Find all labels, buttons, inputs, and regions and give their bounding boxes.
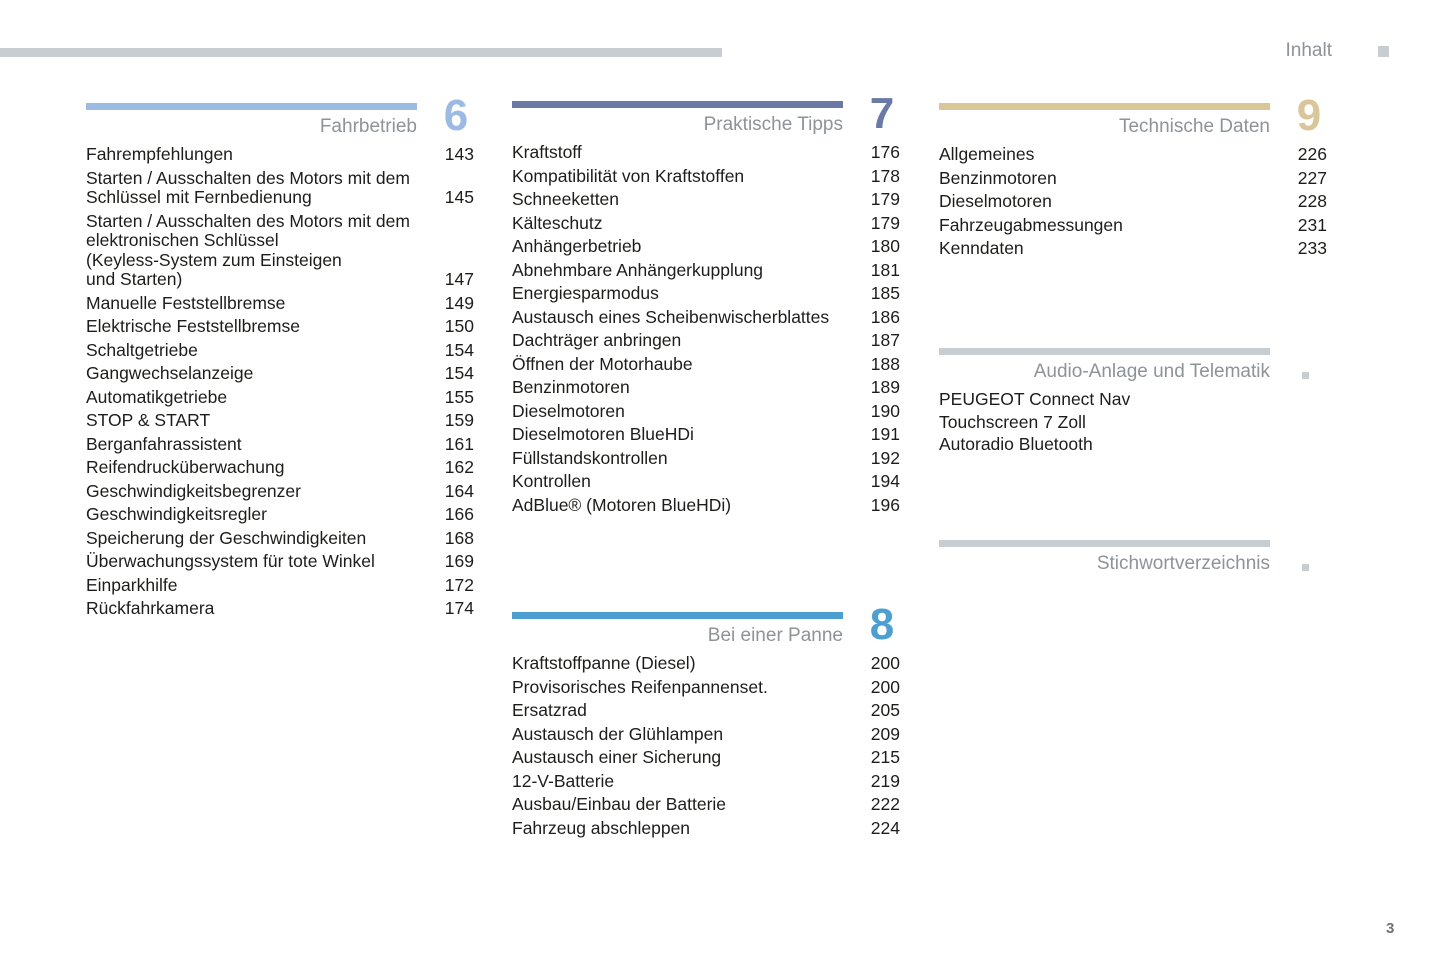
toc-entry-title: Benzinmotoren: [939, 167, 1057, 188]
toc-entry-page: 200: [870, 653, 900, 673]
toc-entry-title: Kraftstoff: [512, 142, 582, 162]
toc-entry[interactable]: [86, 145, 474, 165]
toc-entry-page: 228: [1297, 191, 1327, 211]
chapter-number: 7: [869, 89, 895, 138]
toc-entry[interactable]: [512, 355, 900, 375]
section-title[interactable]: Fahrbetrieb: [319, 116, 417, 137]
section-title[interactable]: Bei einer Panne: [707, 625, 843, 646]
toc-entry[interactable]: [512, 284, 900, 304]
toc-entry[interactable]: [512, 308, 900, 328]
page-number: 3: [1386, 920, 1395, 937]
toc-entry-page: 189: [870, 377, 900, 397]
toc-entry-title: Dieselmotoren: [512, 400, 625, 421]
toc-entry[interactable]: [86, 458, 474, 478]
chapter-number: 9: [1296, 91, 1322, 140]
toc-list: [512, 143, 900, 519]
toc-entry[interactable]: [939, 169, 1327, 189]
toc-entry[interactable]: [512, 472, 900, 492]
toc-entry[interactable]: [512, 425, 900, 445]
toc-entry-title: Einparkhilfe: [86, 574, 178, 595]
toc-entry-page: 145: [444, 187, 474, 207]
toc-entry-page: 143: [444, 144, 474, 164]
toc-entry-page: 233: [1297, 238, 1327, 258]
toc-entry-title: Rückfahrkamera: [86, 598, 215, 618]
toc-entry-title: Reifendrucküberwachung: [86, 457, 285, 477]
toc-entry-title: 12-V-Batterie: [512, 770, 615, 791]
toc-entry-page: 209: [870, 723, 900, 744]
toc-entry[interactable]: [512, 378, 900, 398]
toc-entry-title: Austausch eines Scheibenwischerblattes: [512, 306, 830, 327]
toc-entry-title: Allgemeines: [939, 144, 1035, 164]
toc-entry-title: Ersatzrad: [512, 700, 587, 720]
toc-entry[interactable]: [512, 237, 900, 257]
section-square-marker: [1302, 372, 1309, 379]
toc-entry[interactable]: [512, 654, 900, 674]
toc-entry-title: Speicherung der Geschwindigkeiten: [86, 527, 367, 548]
toc-entry[interactable]: [512, 402, 900, 422]
toc-entry[interactable]: [512, 214, 900, 234]
toc-entry[interactable]: [512, 143, 900, 163]
toc-entry-page: 196: [870, 494, 900, 515]
toc-entry-page: 154: [444, 339, 474, 360]
toc-entry-title: Schaltgetriebe: [86, 339, 198, 360]
toc-entry[interactable]: [512, 331, 900, 351]
toc-entry-page: 215: [870, 747, 900, 767]
section-title[interactable]: Technische Daten: [1118, 116, 1270, 137]
toc-entry[interactable]: [86, 552, 474, 572]
toc-entry-page: 200: [870, 676, 900, 697]
toc-entry-page: 227: [1297, 167, 1327, 188]
section-bar: [939, 348, 1270, 355]
toc-entry-title: Öffnen der Motorhaube: [512, 353, 693, 374]
toc-entry-title: Fahrzeug abschleppen: [512, 817, 691, 838]
toc-entry-title: Kontrollen: [512, 471, 591, 491]
toc-entry-page: 172: [444, 574, 474, 595]
toc-entry-page: 187: [870, 330, 900, 350]
section-bar: [939, 540, 1270, 547]
toc-entry-title: Kälteschutz: [512, 212, 603, 233]
toc-entry-page: 164: [444, 480, 474, 501]
toc-entry-title: Anhängerbetrieb: [512, 236, 642, 256]
section-title[interactable]: Stichwortverzeichnis: [1096, 553, 1270, 574]
toc-entry-page: 231: [1297, 214, 1327, 235]
toc-entry-title: Geschwindigkeitsbegrenzer: [86, 480, 301, 501]
toc-entry[interactable]: [86, 505, 474, 525]
toc-entry[interactable]: [512, 678, 900, 698]
toc-entry-title: STOP & START: [86, 410, 211, 430]
toc-entry-title: Autoradio Bluetooth: [939, 434, 1093, 454]
toc-entry-title: Abnehmbare Anhängerkupplung: [512, 259, 764, 280]
toc-entry[interactable]: [86, 388, 474, 408]
section-bar: [939, 103, 1270, 110]
toc-entry-title: Manuelle Feststellbremse: [86, 292, 286, 313]
section-bar: [512, 101, 843, 108]
toc-entry-page: 180: [870, 236, 900, 256]
toc-entry[interactable]: [939, 239, 1327, 259]
toc-entry-title: Touchscreen 7 Zoll: [939, 411, 1086, 432]
page-header-title: Inhalt: [1285, 40, 1332, 61]
toc-entry-page: 154: [444, 363, 474, 383]
section-square-marker: [1302, 564, 1309, 571]
toc-entry-page: 162: [444, 457, 474, 477]
toc-entry[interactable]: [512, 449, 900, 469]
toc-entry[interactable]: [512, 701, 900, 721]
toc-entry[interactable]: [86, 341, 474, 361]
toc-entry-page: 150: [444, 316, 474, 336]
toc-entry[interactable]: [939, 435, 1327, 455]
toc-entry[interactable]: [86, 529, 474, 549]
toc-entry[interactable]: [512, 795, 900, 815]
toc-entry-title: Energiesparmodus: [512, 283, 659, 303]
toc-entry[interactable]: [939, 390, 1327, 410]
toc-entry-page: 169: [444, 551, 474, 571]
toc-entry-title: Fahrempfehlungen: [86, 144, 233, 164]
toc-entry-page: 205: [870, 700, 900, 720]
toc-entry-page: 179: [870, 189, 900, 209]
toc-entry[interactable]: [939, 145, 1327, 165]
toc-entry-title: Provisorisches Reifenpannenset.: [512, 676, 768, 697]
toc-entry-page: 161: [444, 433, 474, 454]
toc-entry-title: Automatikgetriebe: [86, 386, 228, 407]
toc-entry-title: Fahrzeugabmessungen: [939, 214, 1123, 235]
toc-entry[interactable]: [512, 772, 900, 792]
toc-list: [512, 654, 900, 842]
toc-entry-page: 168: [444, 527, 474, 548]
header-rule: [0, 48, 722, 57]
toc-entry-page: 176: [870, 142, 900, 162]
toc-entry-page: 181: [870, 259, 900, 280]
toc-entry-title: PEUGEOT Connect Nav: [939, 389, 1131, 409]
toc-entry[interactable]: [86, 599, 474, 619]
toc-entry-title: Kompatibilität von Kraftstoffen: [512, 165, 745, 186]
toc-entry-title: Geschwindigkeitsregler: [86, 504, 267, 524]
toc-entry-page: 219: [870, 770, 900, 791]
toc-entry[interactable]: [86, 169, 474, 208]
toc-entry-title: Schneeketten: [512, 189, 620, 209]
toc-entry-page: 166: [444, 504, 474, 524]
toc-entry-page: 191: [870, 424, 900, 444]
toc-entry-page: 194: [870, 471, 900, 491]
toc-entry[interactable]: [512, 819, 900, 839]
toc-entry[interactable]: [512, 261, 900, 281]
toc-entry-page: 174: [444, 598, 474, 618]
toc-entry[interactable]: [86, 482, 474, 502]
section-bar: [86, 103, 417, 110]
toc-entry-page: 155: [444, 386, 474, 407]
toc-entry-title: Kraftstoffpanne (Diesel): [512, 653, 696, 673]
toc-entry-title: Benzinmotoren: [512, 377, 630, 397]
toc-entry-title: Dachträger anbringen: [512, 330, 682, 350]
toc-entry[interactable]: [86, 317, 474, 337]
toc-entry[interactable]: [86, 364, 474, 384]
toc-entry[interactable]: [939, 216, 1327, 236]
toc-entry-title: Füllstandskontrollen: [512, 447, 668, 468]
toc-entry-title: Ausbau/Einbau der Batterie: [512, 794, 727, 814]
toc-entry-page: 178: [870, 165, 900, 186]
toc-list: [939, 145, 1327, 263]
toc-entry-page: 192: [870, 447, 900, 468]
section-title[interactable]: Praktische Tipps: [703, 114, 843, 135]
toc-entry-title: Überwachungssystem für tote Winkel: [86, 551, 375, 571]
toc-entry[interactable]: [86, 576, 474, 596]
toc-entry-page: 179: [870, 212, 900, 233]
toc-entry[interactable]: [939, 192, 1327, 212]
header-square-marker: [1378, 46, 1389, 57]
toc-entry-title: Berganfahrassistent: [86, 433, 242, 454]
toc-entry-title: Starten / Ausschalten des Motors mit dem Schlüssel mit Fernbedienung: [86, 167, 410, 207]
toc-entry-page: 222: [870, 794, 900, 814]
toc-entry-page: 188: [870, 353, 900, 374]
toc-entry-page: 226: [1297, 144, 1327, 164]
toc-entry-title: Gangwechselanzeige: [86, 363, 254, 383]
toc-entry[interactable]: [512, 190, 900, 210]
toc-entry[interactable]: [86, 212, 474, 290]
toc-entry-page: 190: [870, 400, 900, 421]
section-bar: [512, 612, 843, 619]
section-title[interactable]: Audio-Anlage und Telematik: [1033, 361, 1270, 382]
toc-entry-title: Dieselmotoren BlueHDi: [512, 424, 694, 444]
toc-list: [86, 145, 474, 623]
toc-entry-page: 149: [444, 292, 474, 313]
toc-entry-page: 147: [444, 269, 474, 289]
toc-entry[interactable]: [86, 294, 474, 314]
toc-entry-title: Dieselmotoren: [939, 191, 1052, 211]
toc-entry-page: 185: [870, 283, 900, 303]
toc-entry-title: Austausch der Glühlampen: [512, 723, 724, 744]
toc-entry-title: Elektrische Feststellbremse: [86, 316, 300, 336]
toc-entry[interactable]: [939, 413, 1327, 433]
toc-entry-title: AdBlue® (Motoren BlueHDi): [512, 494, 732, 515]
chapter-number: 6: [443, 91, 469, 140]
chapter-number: 8: [869, 600, 895, 649]
toc-entry[interactable]: [86, 411, 474, 431]
toc-entry-page: 224: [870, 817, 900, 838]
toc-entry-page: 186: [870, 306, 900, 327]
toc-entry-title: Starten / Ausschalten des Motors mit dem elektronischen Schlüssel (Keyless-System zum Einsteigen und Starten): [86, 210, 410, 289]
toc-entry[interactable]: [86, 435, 474, 455]
toc-entry-title: Kenndaten: [939, 238, 1024, 258]
toc-entry[interactable]: [512, 496, 900, 516]
toc-entry[interactable]: [512, 748, 900, 768]
toc-list: [939, 390, 1327, 458]
toc-entry[interactable]: [512, 167, 900, 187]
toc-entry[interactable]: [512, 725, 900, 745]
toc-entry-page: 159: [444, 410, 474, 430]
toc-entry-title: Austausch einer Sicherung: [512, 747, 722, 767]
